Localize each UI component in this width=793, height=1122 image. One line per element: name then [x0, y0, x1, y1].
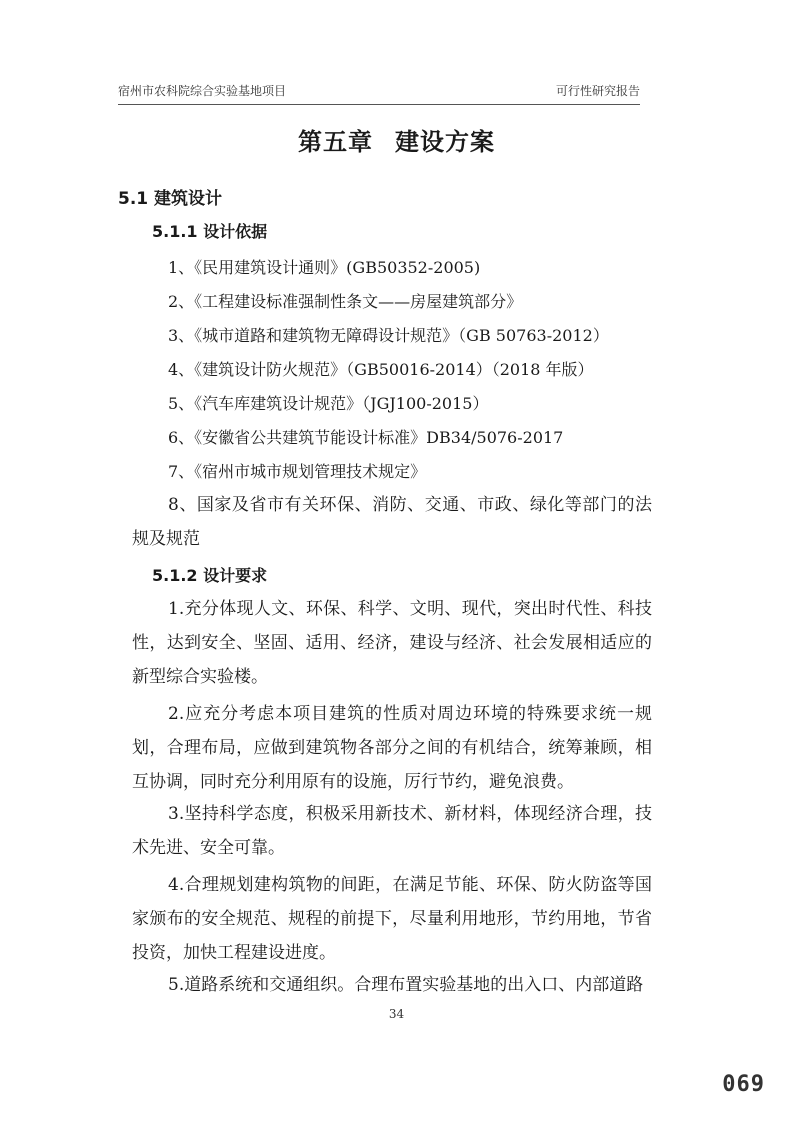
header-project-name: 宿州市农科院综合实验基地项目 [118, 84, 287, 98]
requirement-paragraph: 2.应充分考虑本项目建筑的性质对周边环境的特殊要求统一规划，合理布局，应做到建筑物各部分之间的有机结合，统筹兼顾，相互协调，同时充分利用原有的设施，厉行节约，避免浪费。 [132, 704, 652, 792]
chapter-title [0, 122, 793, 157]
stamped-page-number: 069 [722, 1072, 765, 1097]
section-heading-5-1: 5.1 建筑设计 [118, 189, 223, 209]
requirement-paragraph: 3.坚持科学态度，积极采用新技术、新材料，体现经济合理，技术先进、安全可靠。 [132, 804, 652, 858]
design-basis-item: 6、《安徽省公共建筑节能设计标准》DB34/5076-2017 [168, 428, 564, 447]
design-basis-item: 5、《汽车库建筑设计规范》（JGJ100-2015） [168, 394, 489, 413]
requirement-paragraph: 1.充分体现人文、环保、科学、文明、现代，突出时代性、科技性，达到安全、坚固、适用、经济，建设与经济、社会发展相适应的新型综合实验楼。 [132, 599, 652, 687]
design-basis-item: 1、《民用建筑设计通则》(GB50352-2005) [168, 258, 481, 277]
header-report-type: 可行性研究报告 [555, 84, 640, 98]
design-basis-item: 4、《建筑设计防火规范》（GB50016-2014）（2018 年版） [168, 360, 594, 379]
header-divider [118, 104, 640, 105]
design-basis-item: 8、国家及省市有关环保、消防、交通、市政、绿化等部门的法规及规范 [132, 495, 652, 549]
subsection-heading-5-1-2: 5.1.2 设计要求 [152, 566, 268, 585]
chapter-number: 第五章 [298, 128, 373, 156]
running-header [118, 78, 640, 102]
requirement-paragraph: 5.道路系统和交通组织。合理布置实验基地的出入口、内部道路 [168, 975, 644, 995]
requirement-paragraph: 4.合理规划建构筑物的间距，在满足节能、环保、防火防盗等国家颁布的安全规范、规程的前提下，尽量利用地形，节约用地，节省投资，加快工程建设进度。 [132, 875, 652, 963]
design-basis-item: 3、《城市道路和建筑物无障碍设计规范》（GB 50763-2012） [168, 326, 609, 345]
design-basis-item: 7、《宿州市城市规划管理技术规定》 [168, 462, 427, 481]
page-number: 34 [388, 1007, 405, 1021]
chapter-name: 建设方案 [395, 128, 495, 156]
design-basis-item: 2、《工程建设标准强制性条文——房屋建筑部分》 [168, 292, 523, 311]
subsection-heading-5-1-1: 5.1.1 设计依据 [152, 222, 268, 241]
